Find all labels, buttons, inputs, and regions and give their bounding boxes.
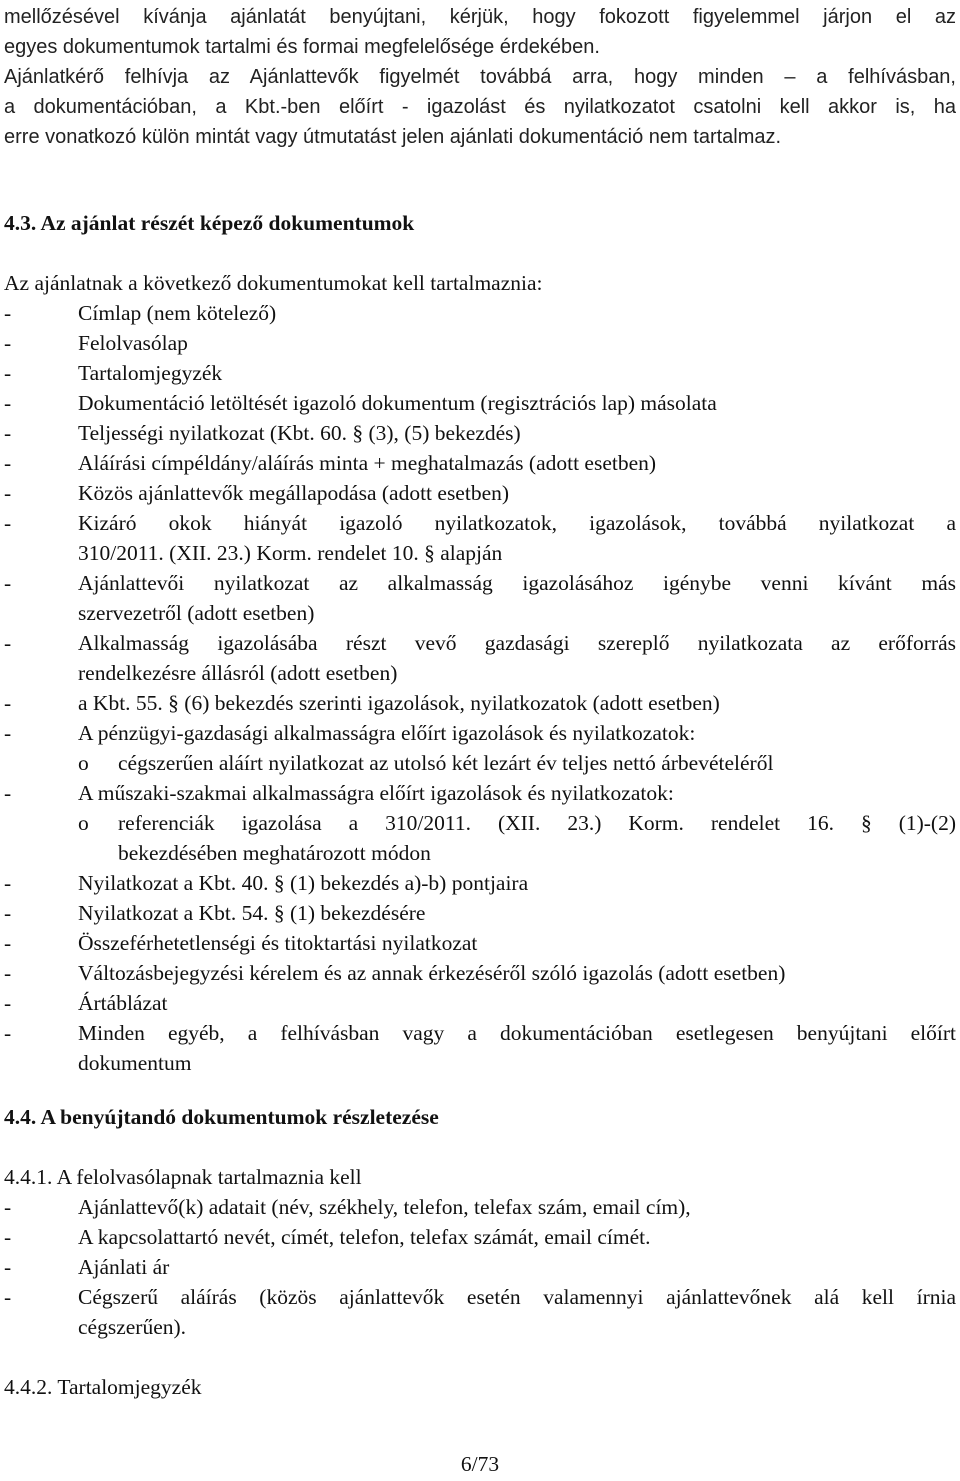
list-marker: - xyxy=(4,991,12,1015)
list-item-text: Cégszerű aláírás (közös ajánlattevők esetén valamennyi ajánlattevőnek alá kell írnia xyxy=(78,1285,956,1309)
list-marker: - xyxy=(4,1195,12,1219)
section-heading-4-4: 4.4. A benyújtandó dokumentumok részletezése xyxy=(4,1105,439,1129)
list-item-text: szervezetről (adott esetben) xyxy=(78,601,315,625)
list-marker: - xyxy=(4,571,12,595)
list-item-text: Dokumentáció letöltését igazoló dokumentum (regisztrációs lap) másolata xyxy=(78,391,717,415)
list-marker: - xyxy=(4,631,12,655)
list-item-text: Összeférhetetlenségi és titoktartási nyilatkozat xyxy=(78,931,478,955)
list-item-text: Címlap (nem kötelező) xyxy=(78,301,277,325)
list-item-text: Nyilatkozat a Kbt. 54. § (1) bekezdésére xyxy=(78,901,426,925)
list-item-text: Aláírási címpéldány/aláírás minta + meghatalmazás (adott esetben) xyxy=(78,451,657,475)
list-marker: - xyxy=(4,1255,12,1279)
list-item-text: A pénzügyi-gazdasági alkalmasságra előírt igazolások és nyilatkozatok: xyxy=(78,721,696,745)
list-item-text: Tartalomjegyzék xyxy=(78,361,223,385)
list-item-text: a Kbt. 55. § (6) bekezdés szerinti igazolások, nyilatkozatok (adott esetben) xyxy=(78,691,720,715)
list-marker: - xyxy=(4,451,12,475)
list-item-text: Teljességi nyilatkozat (Kbt. 60. § (3), (5) bekezdés) xyxy=(78,421,521,445)
intro-line: a dokumentációban, a Kbt.-ben előírt - igazolást és nyilatkozatot csatolni kell akkor is, ha xyxy=(4,96,956,118)
list-item-text: Minden egyéb, a felhívásban vagy a dokumentációban esetlegesen benyújtani előírt xyxy=(78,1021,956,1045)
list-marker: - xyxy=(4,721,12,745)
section-lead: Az ajánlatnak a következő dokumentumokat kell tartalmaznia: xyxy=(4,271,543,295)
list-item-text: Ajánlattevői nyilatkozat az alkalmasság igazolásához igénybe venni kívánt más xyxy=(78,571,956,595)
list-marker: - xyxy=(4,1021,12,1045)
list-item-text: cégszerűen aláírt nyilatkozat az utolsó két lezárt év teljes nettó árbevételéről xyxy=(118,751,774,775)
intro-line: erre vonatkozó külön mintát vagy útmutatást jelen ajánlati dokumentáció nem tartalmaz. xyxy=(4,126,782,148)
list-marker: - xyxy=(4,871,12,895)
list-item-text: Közös ajánlattevők megállapodása (adott esetben) xyxy=(78,481,510,505)
list-item-text: Kizáró okok hiányát igazoló nyilatkozatok, igazolások, továbbá nyilatkozat a xyxy=(78,511,956,535)
list-marker: - xyxy=(4,691,12,715)
list-item-text: A műszaki-szakmai alkalmasságra előírt igazolások és nyilatkozatok: xyxy=(78,781,674,805)
list-marker: - xyxy=(4,931,12,955)
list-item-text: cégszerűen). xyxy=(78,1315,187,1339)
list-item-text: bekezdésében meghatározott módon xyxy=(118,841,431,865)
subsection-heading-4-4-2: 4.4.2. Tartalomjegyzék xyxy=(4,1375,202,1399)
list-marker: - xyxy=(4,391,12,415)
intro-line: Ajánlatkérő felhívja az Ajánlattevők figyelmét továbbá arra, hogy minden – a felhívásban, xyxy=(4,66,956,88)
list-marker: - xyxy=(4,421,12,445)
list-marker: - xyxy=(4,901,12,925)
list-item-text: Nyilatkozat a Kbt. 40. § (1) bekezdés a)-b) pontjaira xyxy=(78,871,529,895)
list-marker: - xyxy=(4,361,12,385)
list-marker: - xyxy=(4,1225,12,1249)
intro-line: egyes dokumentumok tartalmi és formai megfelelősége érdekében. xyxy=(4,36,600,58)
list-item-text: Ajánlattevő(k) adatait (név, székhely, telefon, telefax szám, email cím), xyxy=(78,1195,691,1219)
list-marker: - xyxy=(4,481,12,505)
intro-line: mellőzésével kívánja ajánlatát benyújtani, kérjük, hogy fokozott figyelemmel járjon el az xyxy=(4,6,956,28)
section-heading-4-3: 4.3. Az ajánlat részét képező dokumentumok xyxy=(4,211,415,235)
list-marker: - xyxy=(4,1285,12,1309)
list-item-text: 310/2011. (XII. 23.) Korm. rendelet 10. § alapján xyxy=(78,541,503,565)
list-item-text: A kapcsolattartó nevét, címét, telefon, telefax számát, email címét. xyxy=(78,1225,651,1249)
list-item-text: dokumentum xyxy=(78,1051,192,1075)
list-marker: - xyxy=(4,511,12,535)
list-item-text: Alkalmasság igazolásába részt vevő gazdasági szereplő nyilatkozata az erőforrás xyxy=(78,631,956,655)
subsection-heading-4-4-1: 4.4.1. A felolvasólapnak tartalmaznia kell xyxy=(4,1165,362,1189)
list-item-text: Felolvasólap xyxy=(78,331,188,355)
list-marker: - xyxy=(4,331,12,355)
list-item-text: referenciák igazolása a 310/2011. (XII. 23.) Korm. rendelet 16. § (1)-(2) xyxy=(118,811,956,835)
list-marker: o xyxy=(78,811,89,835)
list-item-text: Ajánlati ár xyxy=(78,1255,170,1279)
list-marker: - xyxy=(4,961,12,985)
list-marker: o xyxy=(78,751,89,775)
list-item-text: Változásbejegyzési kérelem és az annak érkezéséről szóló igazolás (adott esetben) xyxy=(78,961,786,985)
list-marker: - xyxy=(4,781,12,805)
list-marker: - xyxy=(4,301,12,325)
page-number: 6/73 xyxy=(460,1452,500,1476)
list-item-text: rendelkezésre állásról (adott esetben) xyxy=(78,661,398,685)
list-item-text: Ártáblázat xyxy=(78,991,168,1015)
